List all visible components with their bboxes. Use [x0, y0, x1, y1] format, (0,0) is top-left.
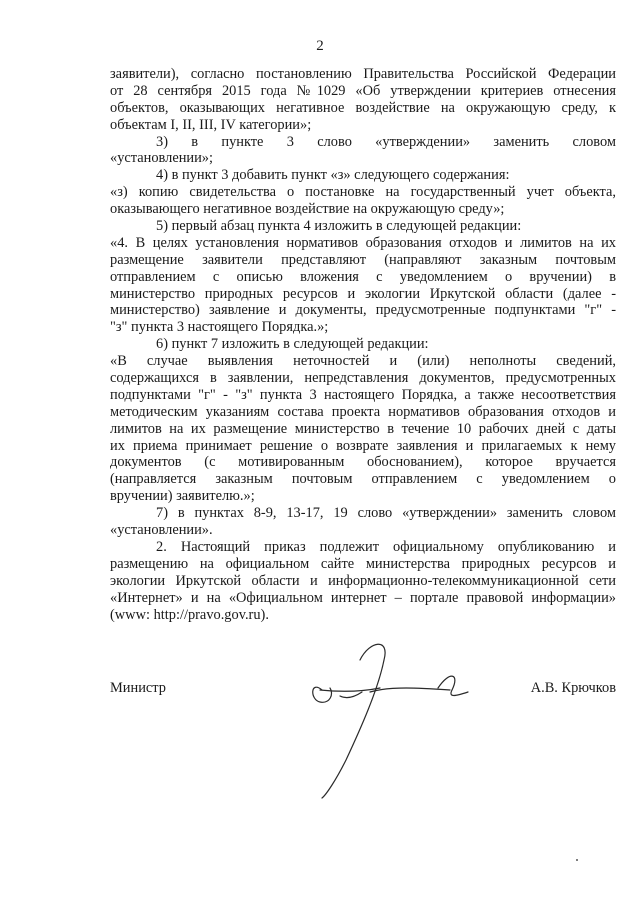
text-line: оказывающего негативное воздействие на окружающую среду»;: [110, 201, 505, 218]
text-line: лимитов на их размещение министерство в течение 10 рабочих дней с даты: [110, 420, 616, 437]
handwritten-signature: [300, 630, 500, 800]
text-line: объектам I, II, III, IV категории»;: [110, 116, 312, 133]
text-line: "з" пункта 3 настоящего Порядка.»;: [110, 319, 329, 336]
text-line: отправлением с описью вложения с уведомлением о вручении) в: [110, 268, 616, 285]
signer-name: А.В. Крючков: [530, 680, 616, 696]
text-line: размещение заявители представляют (направляют заказным почтовым: [110, 251, 616, 268]
text-line: «Интернет» и на «Официальном интернет – портале правовой информации»: [110, 589, 616, 606]
text-line: 6) пункт 7 изложить в следующей редакции:: [156, 336, 429, 353]
text-line: 5) первый абзац пункта 4 изложить в следующей редакции:: [156, 218, 522, 235]
text-line: от 28 сентября 2015 года №1029 «Об утверждении критериев отнесения: [110, 82, 616, 99]
text-line: «установлении».: [110, 522, 213, 539]
signer-title: Министр: [110, 680, 166, 696]
text-line: министерство природных ресурсов и экологии Иркутской области (далее -: [110, 285, 616, 302]
text-line: 2. Настоящий приказ подлежит официальному опубликованию и: [156, 538, 616, 555]
text-line: (www: http://pravo.gov.ru).: [110, 606, 269, 623]
text-line: подпунктами "г" - "з" пункта 3 настоящего Порядка, а также несоответствия: [110, 386, 616, 403]
scan-speck: [576, 859, 578, 861]
text-line: «установлении»;: [110, 150, 213, 167]
text-line: документов (с мотивированным обоснованием), которое вручается: [110, 454, 616, 471]
text-line: экологии Иркутской области и информационно-телекоммуникационной сети: [110, 572, 616, 589]
text-line: заявители), согласно постановлению Правительства Российской Федерации: [110, 66, 616, 82]
text-line: их приема принимает решение о возврате заявления и прилагаемых к нему: [110, 437, 616, 454]
text-line: объектов, оказывающих негативное воздействие на окружающую среду, к: [110, 99, 616, 116]
text-line: «4. В целях установления нормативов образования отходов и лимитов на их: [110, 234, 616, 251]
page-number: 2: [316, 38, 324, 54]
text-line: «з) копию свидетельства о постановке на государственный учет объекта,: [110, 184, 616, 201]
text-line: методическим указаниям состава проекта нормативов образования отходов и: [110, 403, 616, 420]
text-line: 3) в пункте 3 слово «утверждении» заменить словом: [156, 133, 616, 150]
text-line: 7) в пунктах 8-9, 13-17, 19 слово «утверждении» заменить словом: [156, 505, 616, 522]
text-line: (направляется заказным почтовым отправлением с уведомлением о: [110, 471, 616, 488]
text-line: размещению на официальном сайте министерства природных ресурсов и: [110, 555, 616, 572]
text-line: министерство) заявление и документы, предусмотренные подпунктами "г" -: [110, 302, 616, 319]
text-line: 4) в пункт 3 добавить пункт «з» следующего содержания:: [156, 167, 510, 184]
text-line: содержащихся в заявлении, непредставления документов, предусмотренных: [110, 370, 616, 387]
text-line: вручении) заявителю.»;: [110, 488, 255, 505]
text-line: «В случае выявления неточностей и (или) неполноты сведений,: [110, 353, 616, 370]
document-body: [110, 66, 616, 623]
